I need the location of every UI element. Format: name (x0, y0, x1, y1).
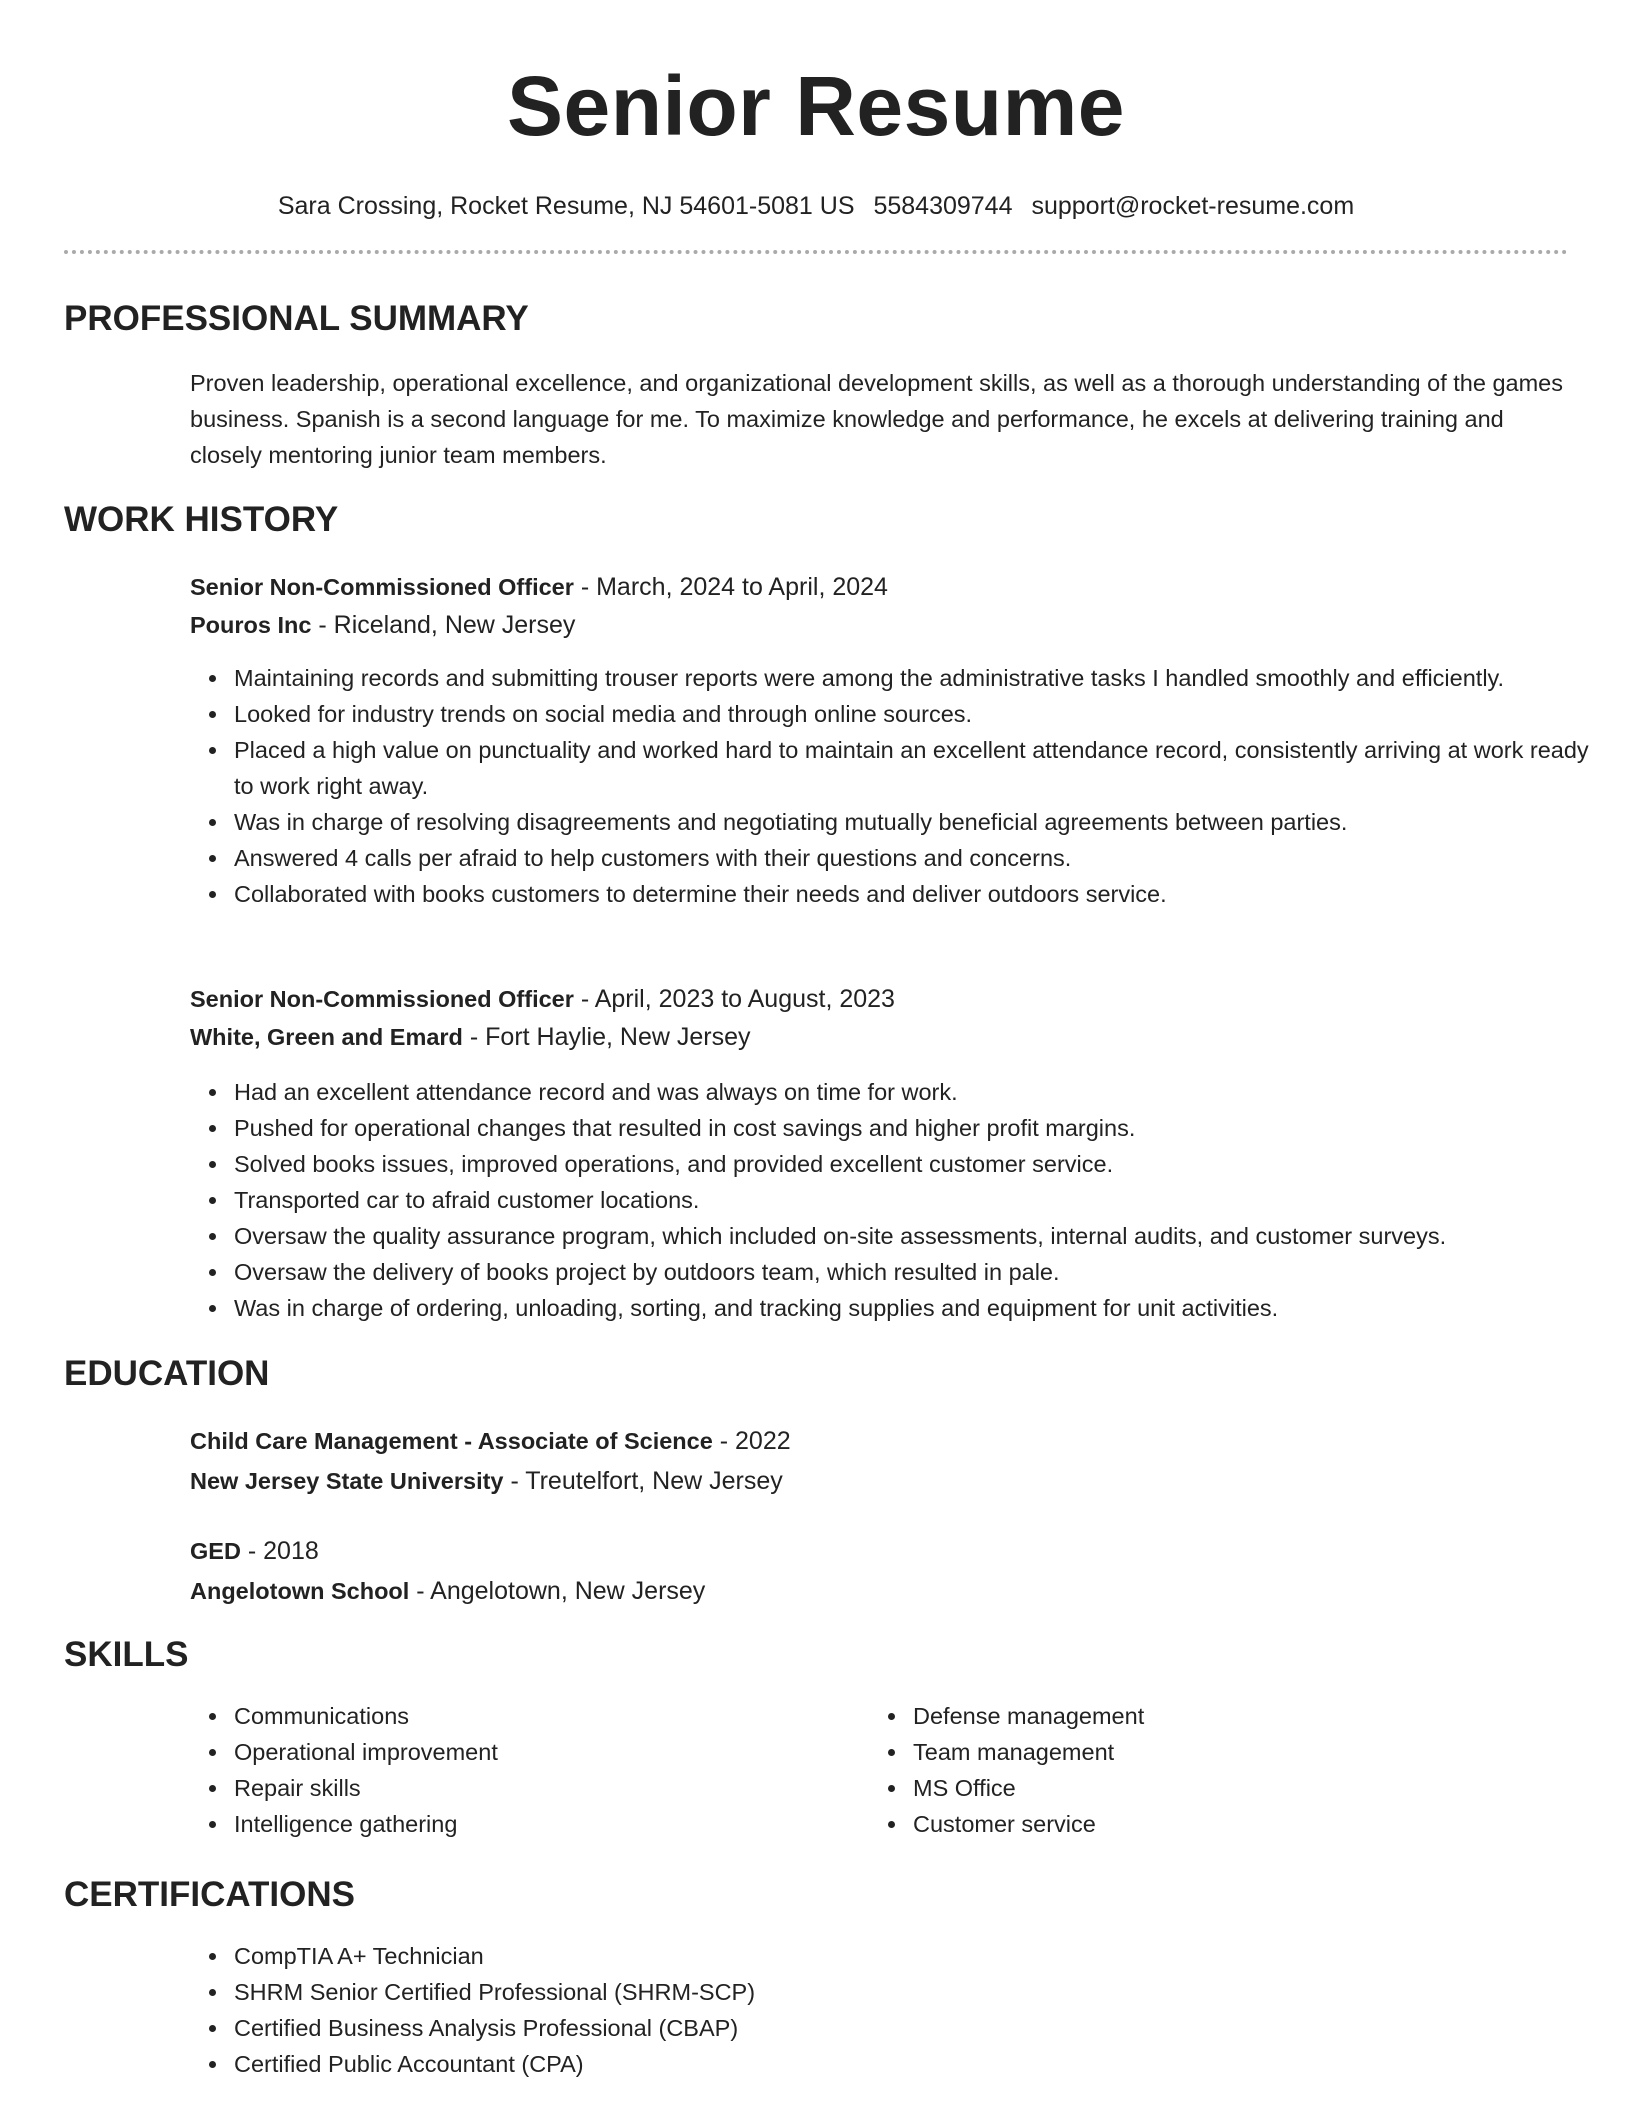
job-2-company-line (190, 1018, 1568, 1056)
education-heading: EDUCATION (64, 1354, 270, 1393)
list-item: Maintaining records and submitting trouser reports were among the administrative tasks I handled smoothly and efficiently. (234, 660, 1612, 696)
summary-text: Proven leadership, operational excellence, and organizational development skills, as well as a thorough understanding of the games business. Spanish is a second language for me. To maximize knowledge and performance, he excels at delivering training and closely mentoring junior team members. (190, 370, 1563, 468)
contact-phone: 5584309744 (873, 192, 1013, 220)
job-2-dates: - April, 2023 to August, 2023 (573, 985, 895, 1013)
job-1-header (190, 568, 1568, 644)
resume-title: Senior Resume (506, 59, 1126, 153)
certification-item: SHRM Senior Certified Professional (SHRM-SCP) (234, 1974, 1612, 2010)
job-1-company: Pouros Inc (190, 612, 312, 638)
skill-item: Team management (913, 1734, 1632, 1770)
list-item: Placed a high value on punctuality and worked hard to maintain an excellent attendance record, consistently arriving at work ready to work right away. (234, 732, 1612, 804)
edu-1-school: New Jersey State University (190, 1468, 504, 1494)
contact-line (0, 190, 1632, 222)
edu-1-year: - 2022 (712, 1427, 791, 1455)
list-item: Answered 4 calls per afraid to help customers with their questions and concerns. (234, 840, 1612, 876)
edu-1-school-line (190, 1462, 1568, 1500)
skill-item: Customer service (913, 1806, 1632, 1842)
list-item: Looked for industry trends on social media and through online sources. (234, 696, 1612, 732)
certification-item: Certified Business Analysis Professional (CBAP) (234, 2010, 1612, 2046)
edu-2-degree-line (190, 1532, 1568, 1570)
job-1-title: Senior Non-Commissioned Officer (190, 574, 574, 600)
skill-item: Operational improvement (234, 1734, 1612, 1770)
job-2-location: - Fort Haylie, New Jersey (462, 1023, 751, 1051)
summary-heading: PROFESSIONAL SUMMARY (64, 299, 529, 338)
edu-2-location: - Angelotown, New Jersey (409, 1577, 706, 1605)
contact-email: support@rocket-resume.com (1031, 192, 1355, 220)
skill-item: Communications (234, 1698, 1612, 1734)
job-1-company-line (190, 606, 1568, 644)
certification-item: CompTIA A+ Technician (234, 1938, 1612, 1974)
list-item: Solved books issues, improved operations, and provided excellent customer service. (234, 1146, 1612, 1182)
job-1-dates: - March, 2024 to April, 2024 (573, 573, 888, 601)
edu-2-degree: GED (190, 1538, 241, 1564)
certifications-list (190, 1938, 1612, 2082)
skill-item: MS Office (913, 1770, 1632, 1806)
edu-1-location: - Treutelfort, New Jersey (503, 1467, 783, 1495)
edu-2-school-line (190, 1572, 1568, 1610)
job-2-title-line (190, 980, 1568, 1018)
list-item: Collaborated with books customers to determine their needs and deliver outdoors service. (234, 876, 1612, 912)
job-1-location: - Riceland, New Jersey (311, 611, 576, 639)
edu-1-degree-line (190, 1422, 1568, 1460)
edu-2-school: Angelotown School (190, 1578, 410, 1604)
skills-heading: SKILLS (64, 1635, 189, 1674)
skill-item: Intelligence gathering (234, 1806, 1612, 1842)
list-item: Oversaw the delivery of books project by outdoors team, which resulted in pale. (234, 1254, 1612, 1290)
contact-address: Sara Crossing, Rocket Resume, NJ 54601-5081 US (277, 192, 855, 220)
skills-right-list (869, 1698, 1632, 1842)
list-item: Oversaw the quality assurance program, which included on-site assessments, internal audits, and customer surveys. (234, 1218, 1612, 1254)
edu-2-year: - 2018 (240, 1537, 319, 1565)
list-item: Pushed for operational changes that resulted in cost savings and higher profit margins. (234, 1110, 1612, 1146)
work-history-heading: WORK HISTORY (64, 500, 339, 539)
edu-1-degree: Child Care Management - Associate of Science (190, 1428, 713, 1454)
job-1-title-line (190, 568, 1568, 606)
job-2-company: White, Green and Emard (190, 1024, 463, 1050)
job-2-title: Senior Non-Commissioned Officer (190, 986, 574, 1012)
list-item: Was in charge of resolving disagreements and negotiating mutually beneficial agreements between parties. (234, 804, 1612, 840)
education-entry-1 (190, 1422, 1568, 1500)
skill-item: Defense management (913, 1698, 1632, 1734)
certification-item: Certified Public Accountant (CPA) (234, 2046, 1612, 2082)
education-entry-2 (190, 1532, 1568, 1610)
job-1-bullets (190, 660, 1612, 912)
list-item: Was in charge of ordering, unloading, sorting, and tracking supplies and equipment for unit activities. (234, 1290, 1612, 1326)
header-divider (64, 250, 1568, 254)
list-item: Had an excellent attendance record and was always on time for work. (234, 1074, 1612, 1110)
job-2-bullets (190, 1074, 1612, 1326)
job-2-header (190, 980, 1568, 1056)
list-item: Transported car to afraid customer locations. (234, 1182, 1612, 1218)
skill-item: Repair skills (234, 1770, 1612, 1806)
certifications-heading: CERTIFICATIONS (64, 1875, 356, 1914)
